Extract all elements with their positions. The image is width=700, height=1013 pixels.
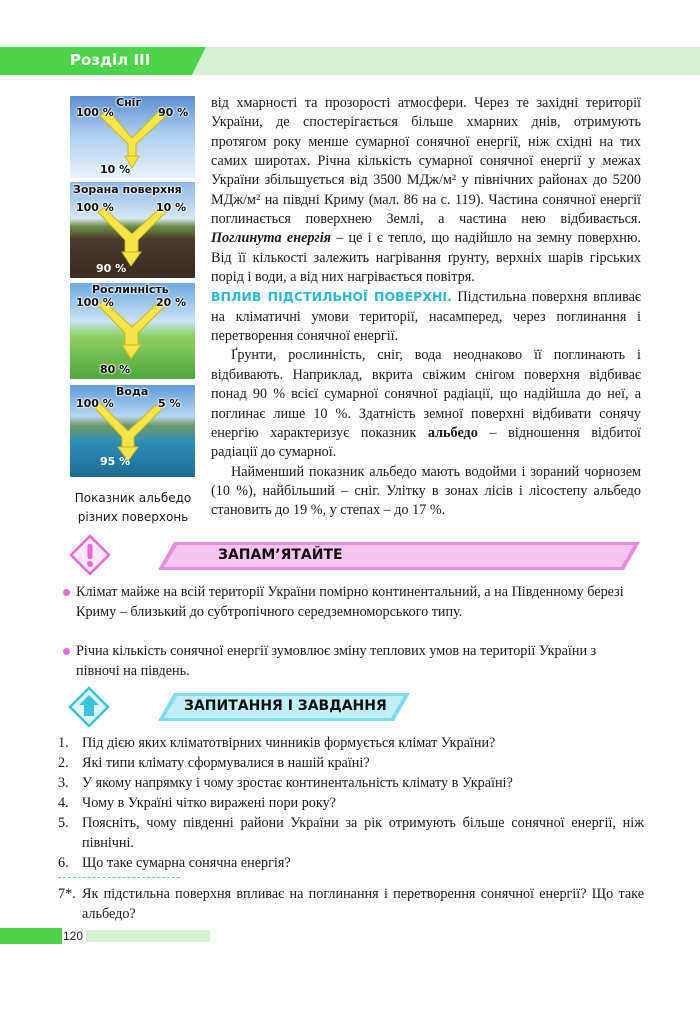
questions-list (58, 733, 644, 873)
question-number: 4. (58, 795, 69, 811)
reflected-value: 90 % (158, 106, 189, 119)
caption-line-1: Показник альбедо (74, 491, 192, 505)
remember-item (76, 642, 642, 681)
question-text: Чому в Україні чітко виражені пори року? (82, 795, 336, 811)
question-item (58, 733, 644, 753)
bullet-dot (63, 589, 70, 596)
paragraph-2-text: Підстильна поверхня впливає на кліматичні умови території, насамперед, через поглинання і перетворення сонячної енергії. (211, 289, 642, 345)
question-text: Під дією яких кліматотвірних чинників формується клімат України? (82, 735, 496, 751)
question-text: У якому напрямку і чому зростає континентальність клімату в Україні? (82, 775, 513, 791)
paragraph-2 (211, 287, 641, 346)
question-item (58, 813, 644, 853)
panel-title: Вода (116, 385, 149, 398)
albedo-panel-snow (70, 96, 195, 178)
question-item (58, 773, 644, 793)
question-item-extra (58, 884, 644, 924)
question-text: Які типи клімату сформувалися в нашій країні? (82, 755, 370, 771)
caption-line-2: різних поверхонь (77, 510, 189, 524)
question-item (58, 753, 644, 773)
incoming-value: 100 % (76, 201, 114, 214)
reflected-value: 10 % (156, 201, 187, 214)
remember-item (76, 583, 642, 622)
paragraph-1-text: від хмарності та прозорості атмосфери. Через те західні території України, де спостерігається більше хмарних днів, отримують протягом року менше сумарної сонячної енергії, ніж східні на тих самих широтах. Річна кількість сумарної сонячної енергії у межах України збільшується від 3500 МДж/м² у північних районах до 5200 МДж/м² на півдні Криму (мал. 86 на с. 119). Частина сонячної енергії поглинається поверхнею Землі, а частина нею відбивається. (211, 95, 641, 228)
exclamation-icon (69, 534, 111, 576)
albedo-panel-water (70, 385, 195, 477)
panel-title: Зорана поверхня (73, 183, 182, 196)
term-albedo: альбедо (427, 424, 478, 441)
absorbed-value: 10 % (100, 163, 131, 176)
question-number: 2. (58, 755, 69, 771)
albedo-panel-plowed (70, 182, 195, 278)
incoming-value: 100 % (76, 397, 114, 410)
main-text (211, 94, 641, 521)
footer-light-band (86, 930, 210, 942)
incoming-value: 100 % (76, 106, 114, 119)
paragraph-1-rest: – це і є тепло, що надійшло на земну поверхню. Від її кількості залежить нагрівання ґрунту, верхніх шарів гірських порід і води, а від них нагрівається повітря. (211, 230, 641, 286)
absorbed-value: 90 % (96, 262, 127, 275)
question-item (58, 853, 644, 873)
absorbed-value: 95 % (100, 455, 131, 468)
question-text: Поясніть, чому південні райони України за рік отримують більше сонячної енергії, ніж північні. (82, 815, 644, 851)
question-text: Як підстильна поверхня впливає на поглинання і перетворення сонячної енергії? Що таке альбедо? (82, 886, 644, 922)
remember-title: ЗАПАМ’ЯТАЙТЕ (218, 547, 343, 563)
arrows-plowed (70, 182, 195, 278)
question-text: Що таке сумарна сонячна енергія? (82, 855, 291, 871)
panel-title: Рослинність (92, 283, 169, 296)
reflected-value: 20 % (156, 296, 187, 309)
question-number: 7*. (58, 886, 76, 902)
section-title: Розділ III (70, 51, 151, 69)
paragraph-3-rest: – відношення відбитої радіації до сумарної. (211, 424, 642, 461)
house-arrow-icon (68, 686, 110, 728)
footer-green-band (0, 928, 62, 944)
header-light-band (192, 47, 700, 75)
paragraph-1 (211, 94, 641, 287)
remember-item-text: Річна кількість сонячної енергії зумовлює зміну теплових умов на території України з півночі на південь. (76, 643, 597, 679)
incoming-value: 100 % (76, 296, 114, 309)
absorbed-value: 80 % (100, 363, 131, 376)
subsection-heading: ВПЛИВ ПІДСТИЛЬНОЇ ПОВЕРХНІ. (211, 289, 452, 305)
term-absorbed-energy: Поглинута енергія (211, 230, 331, 247)
paragraph-3 (211, 346, 641, 462)
questions-title: ЗАПИТАННЯ І ЗАВДАННЯ (184, 698, 387, 714)
panel-title: Сніг (116, 96, 142, 109)
bullet-dot (63, 648, 70, 655)
dashed-divider (58, 877, 180, 878)
question-number: 3. (58, 775, 69, 791)
remember-item-text: Клімат майже на всій території України помірно континентальний, а на Південному березі Криму – близький до субтропічного середземноморського типу. (76, 584, 624, 620)
questions-banner (158, 693, 410, 721)
paragraph-4: Найменший показник альбедо мають водойми і зораний чорнозем (10 %), найбільший – сніг. Улітку в зонах лісів і лісостепу альбедо становить до 19 %, у степах – до 17 %. (211, 463, 641, 519)
reflected-value: 5 % (158, 397, 181, 410)
paragraph-3-text: Ґрунти, рослинність, сніг, вода неоднаково її поглинають і відбивають. Наприклад, вкрита свіжим снігом поверхня відбиває понад 90 % всієї сумарної сонячної радіації, що надійшла до неї, а поглинає лише 10 %. Здатність земної поверхні відбивати сонячу енергію характеризує показник (211, 347, 641, 441)
question-number: 6. (58, 855, 69, 871)
question-item (58, 793, 644, 813)
page-number: 120 (63, 929, 84, 943)
section-header (0, 47, 700, 75)
question-number: 5. (58, 815, 69, 831)
albedo-panel-vegetation (70, 283, 195, 379)
question-number: 1. (58, 735, 69, 751)
remember-banner (158, 542, 640, 570)
figure-caption (68, 489, 198, 527)
